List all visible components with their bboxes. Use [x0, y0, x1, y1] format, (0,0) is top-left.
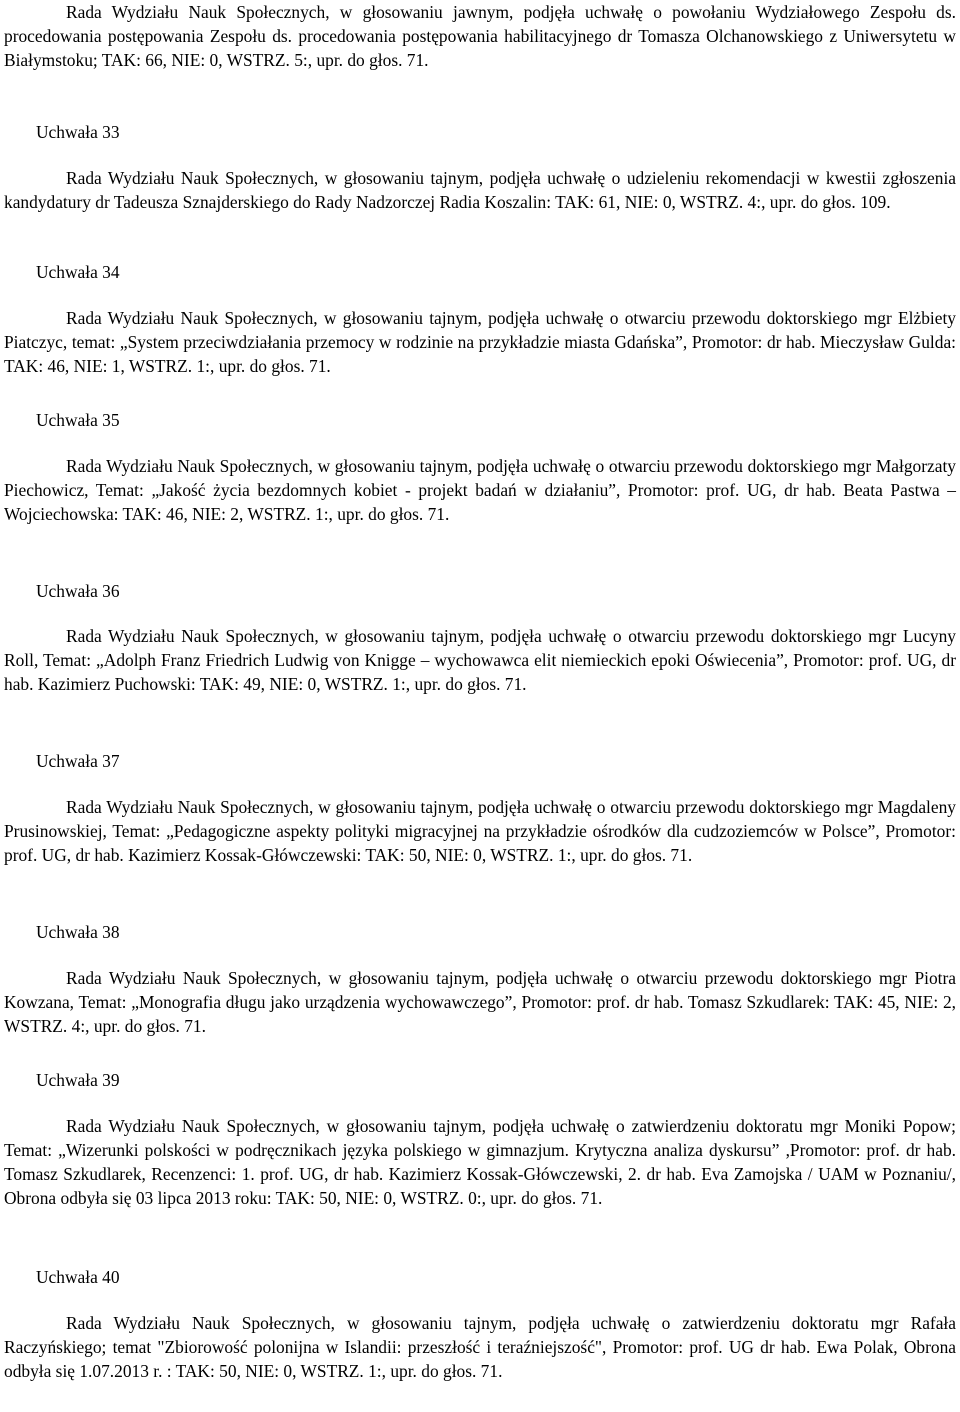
resolution-40-title: Uchwała 40	[36, 1267, 120, 1287]
resolution-39-title: Uchwała 39	[36, 1070, 120, 1090]
resolution-38-title: Uchwała 38	[36, 922, 120, 942]
resolution-34-title: Uchwała 34	[36, 262, 120, 282]
resolution-36-title: Uchwała 36	[36, 581, 120, 601]
resolution-35-text: Rada Wydziału Nauk Społecznych, w głosowaniu tajnym, podjęła uchwałę o otwarciu przewodu doktorskiego mgr Małgorzaty Piechowicz, Temat: „Jakość życia bezdomnych kobiet - projekt badań w działaniu”, Promotor: prof. UG, dr hab. Beata Pastwa – Wojciechowska: TAK: 46, NIE: 2, WSTRZ. 1:, upr. do głos. 71.	[4, 456, 956, 524]
intro-paragraph: Rada Wydziału Nauk Społecznych, w głosowaniu jawnym, podjęła uchwałę o powołaniu Wydziałowego Zespołu ds. procedowania postępowania Zespołu ds. procedowania postępowania habilitacyjnego dr Tomasza Olchanowskiego z Uniwersytetu w Białymstoku; TAK: 66, NIE: 0, WSTRZ. 5:, upr. do głos. 71.	[4, 2, 956, 70]
resolution-34-text: Rada Wydziału Nauk Społecznych, w głosowaniu tajnym, podjęła uchwałę o otwarciu przewodu doktorskiego mgr Elżbiety Piatczyc, temat: „System przeciwdziałania przemocy w rodzinie na przykładzie miasta Gdańska”, Promotor: dr hab. Mieczysław Gulda: TAK: 46, NIE: 1, WSTRZ. 1:, upr. do głos. 71.	[4, 308, 956, 376]
resolution-33-title: Uchwała 33	[36, 122, 120, 142]
resolution-37-title: Uchwała 37	[36, 751, 120, 771]
resolution-35-title: Uchwała 35	[36, 410, 120, 430]
resolution-38-text: Rada Wydziału Nauk Społecznych, w głosowaniu tajnym, podjęła uchwałę o otwarciu przewodu doktorskiego mgr Piotra Kowzana, Temat: „Monografia długu jako urządzenia wychowawczego”, Promotor: prof. dr hab. Tomasz Szkudlarek: TAK: 45, NIE: 2, WSTRZ. 4:, upr. do głos. 71.	[4, 968, 956, 1036]
resolution-39-text: Rada Wydziału Nauk Społecznych, w głosowaniu tajnym, podjęła uchwałę o zatwierdzeniu doktoratu mgr Moniki Popow; Temat: „Wizerunki polskości w podręcznikach języka polskiego w gimnazjum. Krytyczna analiza dyskursu” ,Promotor: prof. dr hab. Tomasz Szkudlarek, Recenzenci: 1. prof. UG, dr hab. Kazimierz Kossak-Główczewski, 2. dr hab. Eva Zamojska / UAM w Poznaniu/, Obrona odbyła się 03 lipca 2013 roku: TAK: 50, NIE: 0, WSTRZ. 0:, upr. do głos. 71.	[4, 1116, 956, 1208]
resolution-36-text: Rada Wydziału Nauk Społecznych, w głosowaniu tajnym, podjęła uchwałę o otwarciu przewodu doktorskiego mgr Lucyny Roll, Temat: „Adolph Franz Friedrich Ludwig von Knigge – wychowawca elit niemieckich epoki Oświecenia”, Promotor: prof. UG, dr hab. Kazimierz Puchowski: TAK: 49, NIE: 0, WSTRZ. 1:, upr. do głos. 71.	[4, 626, 956, 694]
resolution-33-text: Rada Wydziału Nauk Społecznych, w głosowaniu tajnym, podjęła uchwałę o udzieleniu rekomendacji w kwestii zgłoszenia kandydatury dr Tadeusza Sznajderskiego do Rady Nadzorczej Radia Koszalin: TAK: 61, NIE: 0, WSTRZ. 4:, upr. do głos. 109.	[4, 168, 956, 212]
resolution-40-text: Rada Wydziału Nauk Społecznych, w głosowaniu tajnym, podjęła uchwałę o zatwierdzeniu doktoratu mgr Rafała Raczyńskiego; temat "Zbiorowość polonijna w Islandii: przeszłość i teraźniejszość", Promotor: prof. UG dr hab. Ewa Polak, Obrona odbyła się 1.07.2013 r. : TAK: 50, NIE: 0, WSTRZ. 1:, upr. do głos. 71.	[4, 1313, 956, 1381]
resolution-37-text: Rada Wydziału Nauk Społecznych, w głosowaniu tajnym, podjęła uchwałę o otwarciu przewodu doktorskiego mgr Magdaleny Prusinowskiej, Temat: „Pedagogiczne aspekty polityki migracyjnej na przykładzie ośrodków dla cudzoziemców w Polsce”, Promotor: prof. UG, dr hab. Kazimierz Kossak-Główczewski: TAK: 50, NIE: 0, WSTRZ. 1:, upr. do głos. 71.	[4, 797, 956, 865]
